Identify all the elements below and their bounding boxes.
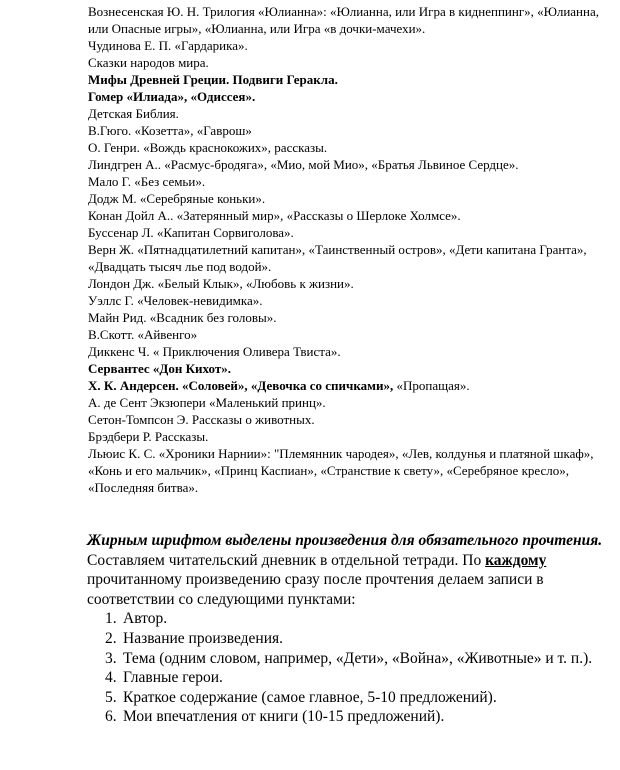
book-entry <box>88 71 610 88</box>
diary-steps-list <box>87 609 612 727</box>
book-entry <box>88 445 610 496</box>
step-text: Мои впечатления от книги (10-15 предложений). <box>123 708 445 726</box>
step-text: Краткое содержание (самое главное, 5-10 предложений). <box>123 688 497 706</box>
diary-instruction <box>87 551 612 610</box>
book-entry-required-text: Мифы Древней Греции. Подвиги Геракла. <box>88 72 338 87</box>
book-entry-text: Верн Ж. «Пятнадцатилетний капитан», «Таинственный остров», «Дети капитана Гранта», «Двадцать тысяч лье под водой». <box>88 242 587 274</box>
diary-step <box>87 707 612 727</box>
instruction-keyword: каждому <box>485 551 547 569</box>
book-entry-text: Мало Г. «Без семьи». <box>88 174 206 189</box>
step-number: 3. <box>105 649 117 667</box>
book-entry <box>88 326 610 343</box>
book-entry-text: Сетон-Томпсон Э. Рассказы о животных. <box>88 412 315 427</box>
diary-step <box>87 629 612 649</box>
step-text: Автор. <box>123 610 168 628</box>
book-entry-text: Детская Библия. <box>88 106 179 121</box>
reading-diary-notice <box>87 531 612 727</box>
book-entry <box>88 139 610 156</box>
book-entry-text: Диккенс Ч. « Приключения Оливера Твиста». <box>88 344 341 359</box>
diary-step <box>87 609 612 629</box>
instruction-text: Составляем читательский дневник в отдельной тетради. По <box>87 551 486 569</box>
notice-title: Жирным шрифтом выделены произведения для обязательного прочтения. <box>87 532 603 549</box>
diary-step <box>87 668 612 688</box>
step-text: Название произведения. <box>123 629 284 647</box>
book-entry-text: Линдгрен А.. «Расмус-бродяга», «Мио, мой Мио», «Братья Львиное Сердце». <box>88 157 519 172</box>
book-entry <box>88 292 610 309</box>
book-entry <box>88 428 610 445</box>
book-entry <box>88 122 610 139</box>
book-entry-text: Буссенар Л. «Капитан Сорвиголова». <box>88 225 294 240</box>
step-number: 2. <box>105 629 117 647</box>
step-text: Главные герои. <box>123 669 223 687</box>
book-entry-text: Чудинова Е. П. «Гардарика». <box>88 38 248 53</box>
book-entry <box>88 377 610 394</box>
book-entry-text: Додж М. «Серебряные коньки». <box>88 191 266 206</box>
book-entry-text: В.Гюго. «Козетта», «Гаврош» <box>88 123 252 138</box>
step-number: 4. <box>105 669 117 687</box>
book-entry <box>88 190 610 207</box>
book-entry <box>88 411 610 428</box>
diary-step <box>87 649 612 669</box>
book-list <box>88 3 610 496</box>
book-entry <box>88 156 610 173</box>
instruction-text-continued: прочитанному произведению сразу после прочтения делаем записи в соответствии со следующими пунктами: <box>87 571 544 608</box>
diary-step <box>87 688 612 708</box>
book-entry-text: Сказки народов мира. <box>88 55 209 70</box>
step-number: 5. <box>105 688 117 706</box>
book-entry-text: Майн Рид. «Всадник без головы». <box>88 310 277 325</box>
book-entry <box>88 309 610 326</box>
book-entry-text: Льюис К. С. «Хроники Нарнии»: "Племянник чародея», «Лев, колдунья и платяной шкаф», «Конь и его мальчик», «Принц Каспиан», «Странствие к свету», «Серебряное кресло», «Последняя битва». <box>88 446 594 495</box>
book-entry <box>88 360 610 377</box>
book-entry <box>88 54 610 71</box>
step-number: 6. <box>105 708 117 726</box>
book-entry-required-text: Сервантес «Дон Кихот». <box>88 361 231 376</box>
book-entry <box>88 105 610 122</box>
book-entry-text: О. Генри. «Вождь краснокожих», рассказы. <box>88 140 328 155</box>
book-entry <box>88 394 610 411</box>
book-entry-text: В.Скотт. «Айвенго» <box>88 327 198 342</box>
book-entry <box>88 3 610 37</box>
book-entry <box>88 275 610 292</box>
book-entry <box>88 37 610 54</box>
book-entry-required-text: Х. К. Андерсен. «Соловей», «Девочка со спичками», <box>88 378 394 393</box>
book-entry <box>88 173 610 190</box>
book-entry-text: Лондон Дж. «Белый Клык», «Любовь к жизни». <box>88 276 354 291</box>
book-entry <box>88 343 610 360</box>
book-entry-text: «Пропащая». <box>393 378 470 393</box>
book-entry <box>88 224 610 241</box>
book-entry <box>88 241 610 275</box>
book-entry <box>88 207 610 224</box>
book-entry <box>88 88 610 105</box>
step-text: Тема (одним словом, например, «Дети», «Война», «Животные» и т. п.). <box>123 649 593 667</box>
step-number: 1. <box>105 610 117 628</box>
book-entry-text: Конан Дойл А.. «Затерянный мир», «Рассказы о Шерлоке Холмсе». <box>88 208 461 223</box>
book-entry-required-text: Гомер «Илиада», «Одиссея». <box>88 89 256 104</box>
book-entry-text: Брэдбери Р. Рассказы. <box>88 429 209 444</box>
book-entry-text: Вознесенская Ю. Н. Трилогия «Юлианна»: «Юлианна, или Игра в киднеппинг», «Юлианна, или Опасные игры», «Юлианна, или Игра «в дочки-мачехи». <box>88 4 599 36</box>
book-entry-text: А. де Сент Экзюпери «Маленький принц». <box>88 395 326 410</box>
book-entry-text: Уэллс Г. «Человек-невидимка». <box>88 293 263 308</box>
